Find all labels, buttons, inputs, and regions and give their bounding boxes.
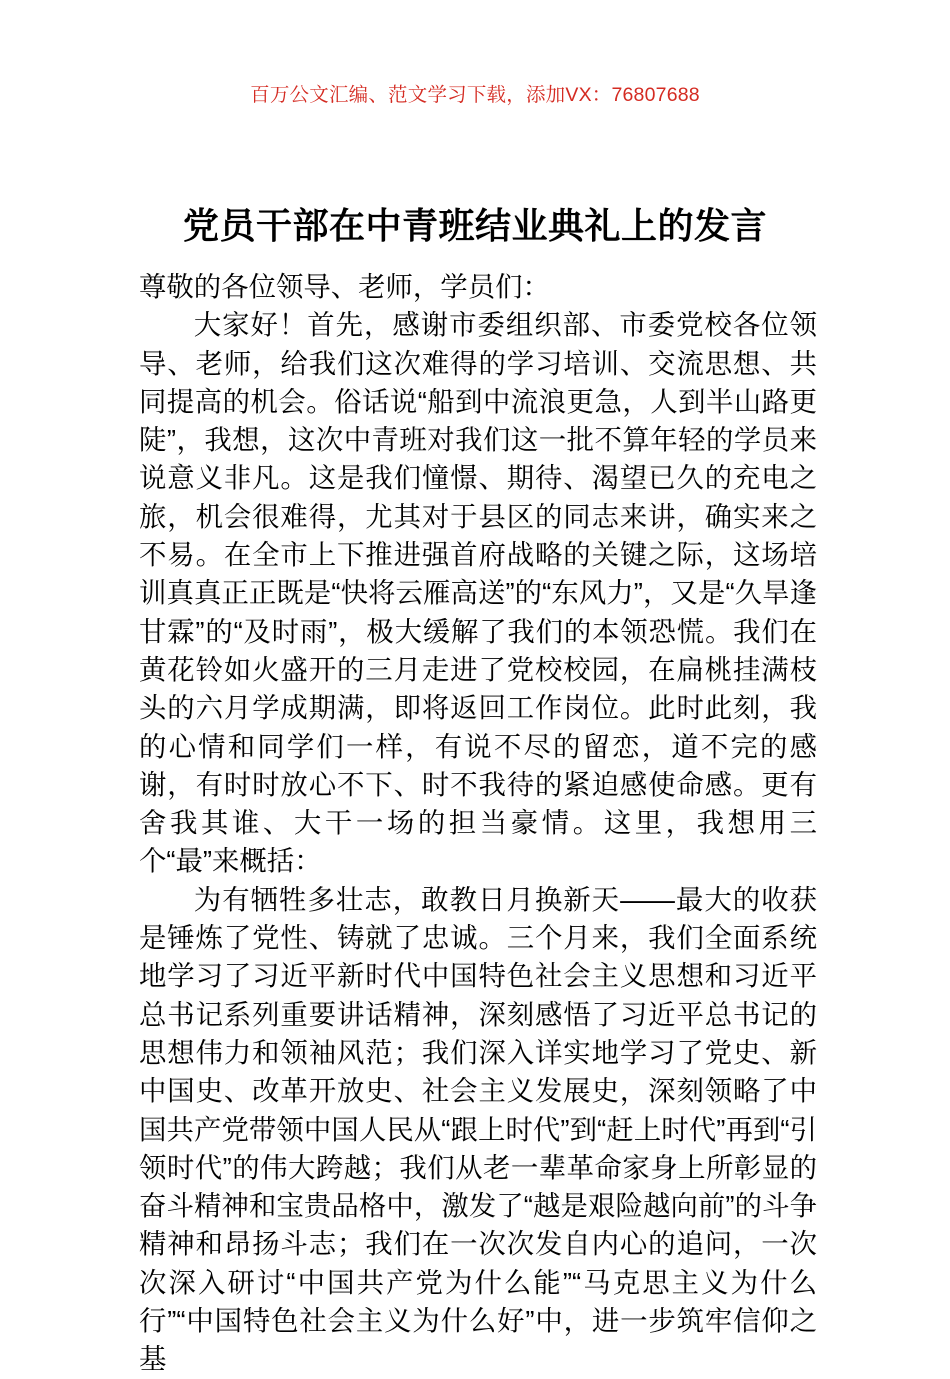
promo-watermark-header: 百万公文汇编、范文学习下载，添加VX：76807688 (250, 84, 700, 106)
paragraph-opening-thanks: 大家好！首先，感谢市委组织部、市委党校各位领导、老师，给我们这次难得的学习培训、交流思想、共同提高的机会。俗话说“船到中流浪更急，人到半山路更陡”，我想，这次中青班对我们这一批不算年轻的学员来说意义非凡。这是我们憧憬、期待、渴望已久的充电之旅，机会很难得，尤其对于县区的同志来讲，确实来之不易。在全市上下推进强首府战略的关键之际，这场培训真真正正既是“快将云雁高送”的“东风力”，又是“久旱逢甘霖”的“及时雨”，极大缓解了我们的本领恐慌。我们在黄花铃如火盛开的三月走进了党校校园，在扁桃挂满枝头的六月学成期满，即将返回工作岗位。此时此刻，我的心情和同学们一样，有说不尽的留恋，道不完的感谢，有时时放心不下、时不我待的紧迫感使命感。更有舍我其谁、大干一场的担当豪情。这里，我想用三个“最”来概括： (139, 309, 817, 877)
document-body (139, 268, 817, 1379)
paragraph-point-one-biggest-gain: 为有牺牲多壮志，敢教日月换新天——最大的收获是锤炼了党性、铸就了忠诚。三个月来，我们全面系统地学习了习近平新时代中国特色社会主义思想和习近平总书记系列重要讲话精神，深刻感悟了习近平总书记的思想伟力和领袖风范；我们深入详实地学习了党史、新中国史、改革开放史、社会主义发展史，深刻领略了中国共产党带领中国人民从“跟上时代”到“赶上时代”再到“引领时代”的伟大跨越；我们从老一辈革命家身上所彰显的奋斗精神和宝贵品格中，激发了“越是艰险越向前”的斗争精神和昂扬斗志；我们在一次次发自内心的追问，一次次深入研讨“中国共产党为什么能”“马克思主义为什么行”“中国特色社会主义为什么好”中，进一步筑牢信仰之基 (139, 883, 817, 1375)
paragraph-salutation: 尊敬的各位领导、老师，学员们： (139, 271, 550, 302)
page-title: 党员干部在中青班结业典礼上的发言 (182, 205, 767, 247)
